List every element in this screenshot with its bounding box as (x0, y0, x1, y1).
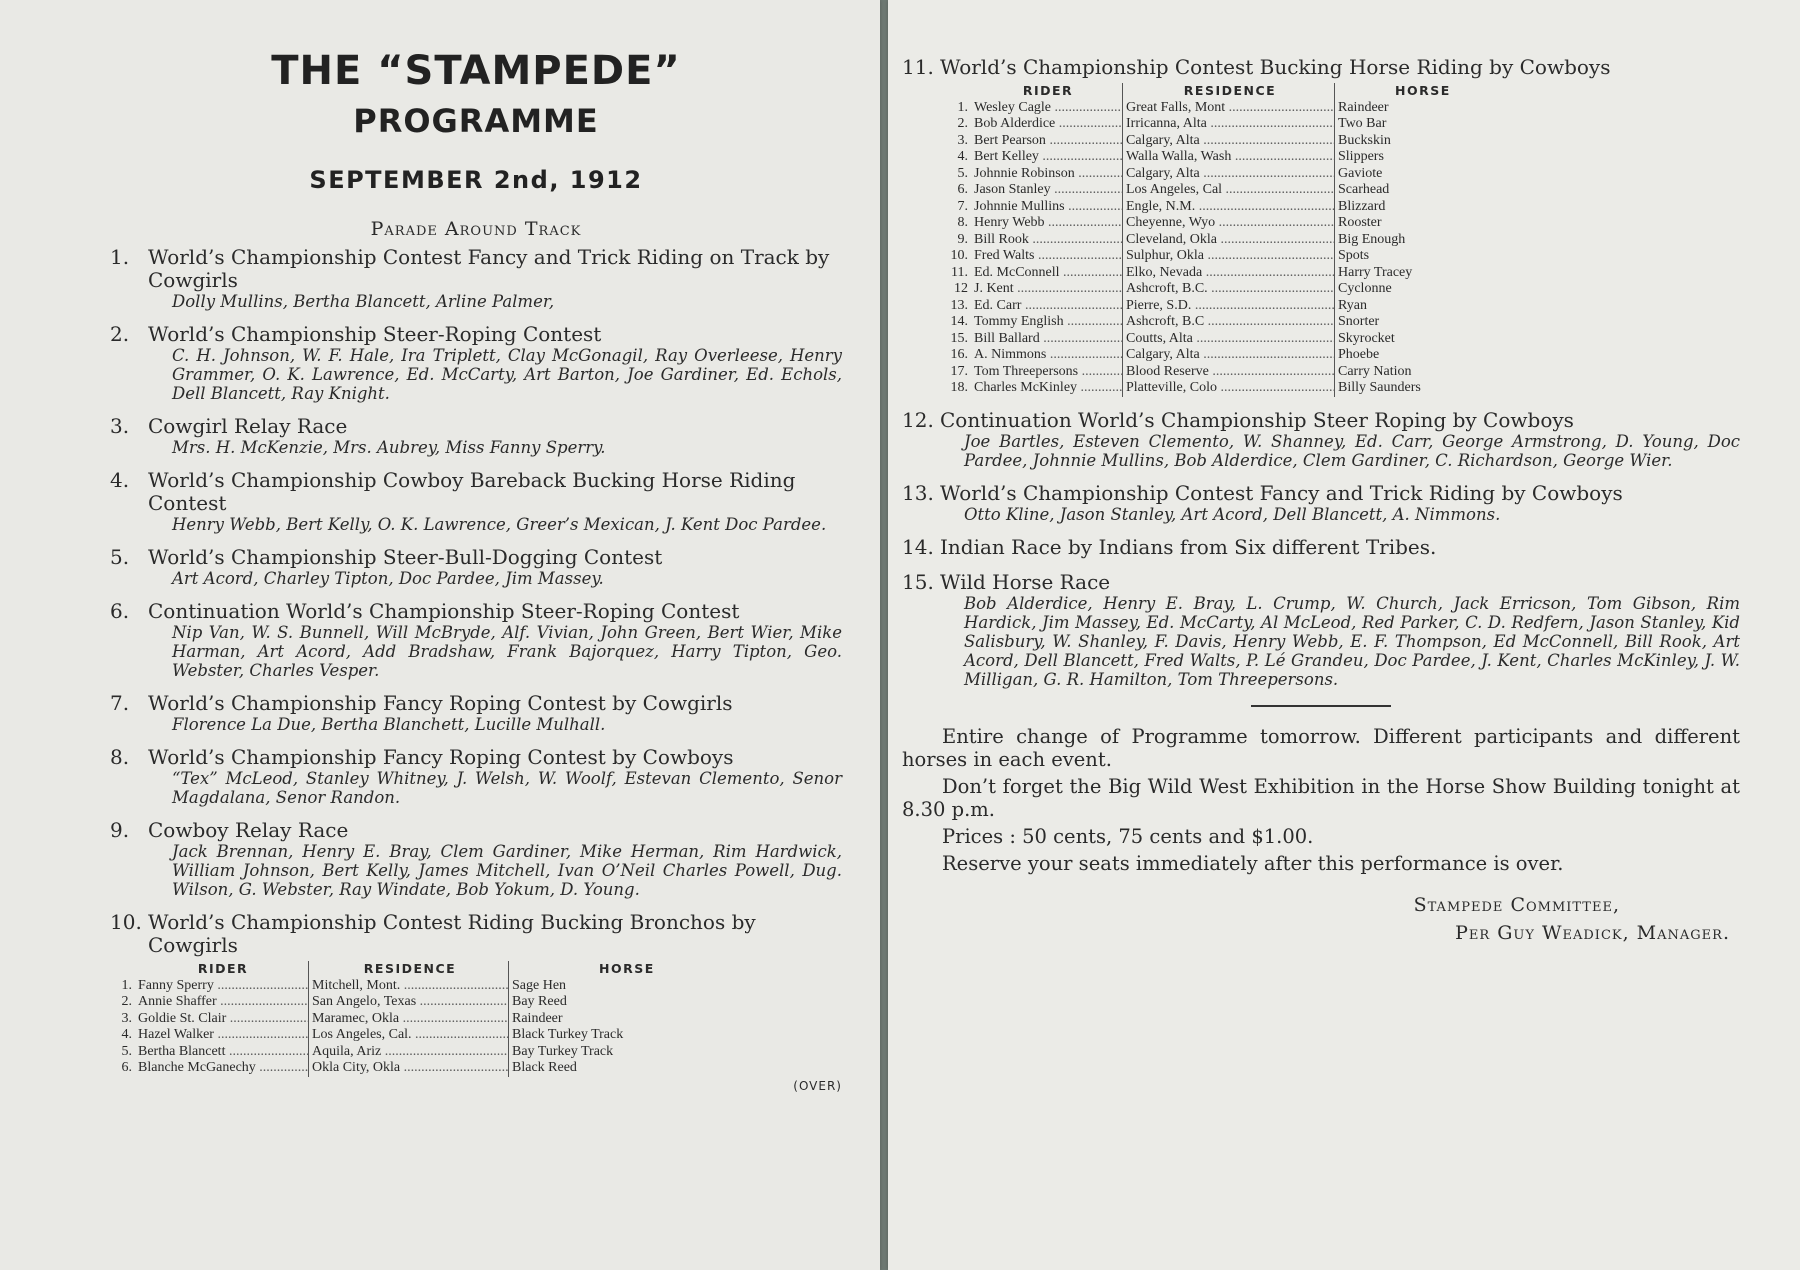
programme-page-left (0, 0, 880, 1270)
entrant-number: 8. (957, 215, 968, 230)
entrant-rider: Bertha Blancett ..... (138, 1044, 309, 1059)
entrant-rider: Bob Alderdice ..... (974, 116, 1123, 131)
entrant-number: 3. (121, 1010, 132, 1026)
signature-committee: Stampede Committee, (1413, 893, 1620, 916)
entrant-horse: Rooster (1338, 215, 1382, 230)
entrant-residence: Coutts, Alta ..... (1126, 331, 1335, 346)
entrant-residence: Calgary, Alta ..... (1126, 347, 1335, 362)
entrant-rider: Jason Stanley ..... (974, 182, 1123, 197)
entrant-residence: Los Angeles, Cal ..... (1126, 182, 1335, 197)
entrant-residence: Elko, Nevada ..... (1126, 265, 1335, 280)
entrant-number: 6. (957, 182, 968, 197)
event-participants: Dolly Mullins, Bertha Blancett, Arline Palmer, (172, 292, 555, 311)
entrant-rider: Bill Ballard ..... (974, 331, 1123, 346)
event-title: World’s Championship Contest Bucking Horse Riding by Cowboys (940, 55, 1611, 79)
event-item (110, 415, 842, 457)
entrant-horse: Harry Tracey (1338, 264, 1413, 280)
entrant-number: 12 (954, 281, 968, 296)
entrant-number: 9. (957, 231, 968, 247)
over-note: (OVER) (793, 1078, 842, 1093)
entrant-residence: Blood Reserve ..... (1126, 364, 1335, 379)
entrant-horse: Black Reed (512, 1060, 577, 1075)
entrant-rider: Johnnie Robinson ..... (974, 166, 1123, 181)
entrant-horse: Skyrocket (1338, 330, 1395, 346)
entrant-number: 10. (950, 248, 968, 263)
programme-note: Entire change of Programme tomorrow. Different participants and different horses in each event. (902, 724, 1740, 771)
entrant-residence: Cheyenne, Wyo ..... (1126, 215, 1335, 230)
entrant-number: 4. (957, 149, 968, 164)
event-number: 5. (110, 545, 130, 569)
entrant-row (946, 380, 1740, 397)
entrant-number: 17. (950, 363, 968, 379)
entrant-horse: Carry Nation (1338, 363, 1412, 379)
entrant-horse: Buckskin (1338, 132, 1391, 148)
entrant-residence: Engle, N.M. ..... (1126, 199, 1335, 214)
rider-header: RIDER (138, 961, 309, 978)
programme-note: Don’t forget the Big Wild West Exhibition in the Horse Show Building tonight at 8.30 p.m. (902, 774, 1740, 821)
event-participants: Bob Alderdice, Henry E. Bray, L. Crump, W. Church, Jack Erricson, Tom Gibson, Rim Hardick, Jim Massey, Ed. McCarty, Al McLeod, Red Parker, C. D. Redfern, Jason Stanley, Kid Salisbury, W. Shanley, F. Davis, Henry Webb, E. F. Thompson, Ed McConnell, Bill Rook, Art Acord, Dell Blancett, Fred Walts, P. Lé Grandeu, Doc Pardee, J. Kent, Charles McKinley, J. W. Milligan, G. R. Hamilton, Tom Threepersons. (964, 593, 1740, 689)
event-item (902, 571, 1740, 689)
horse-header: HORSE (1395, 83, 1451, 98)
entrant-horse: Scarhead (1338, 182, 1390, 197)
entrant-number: 7. (957, 198, 968, 214)
entrant-row (110, 1027, 842, 1044)
entrant-rider: Goldie St. Clair ..... (138, 1011, 309, 1026)
entrants-header (110, 961, 842, 978)
event-participants: Joe Bartles, Esteven Clemento, W. Shanney, Ed. Carr, George Armstrong, D. Young, Doc Pardee, Johnnie Mullins, Bob Alderdice, Clem Gardiner, C. Richardson, George Wier. (964, 431, 1740, 470)
entrant-horse: Snorter (1338, 314, 1380, 329)
entrant-horse: Bay Reed (512, 994, 567, 1009)
event-number: 11. (902, 55, 934, 79)
event-participants: Henry Webb, Bert Kelly, O. K. Lawrence, Greer’s Mexican, J. Kent Doc Pardee. (172, 515, 827, 534)
event-title: Cowboy Relay Race (148, 818, 349, 842)
event-item (110, 819, 842, 899)
entrant-rider: Bert Pearson ..... (974, 133, 1123, 148)
entrant-number: 18. (950, 380, 968, 395)
entrant-number: 16. (950, 347, 968, 362)
entrant-rider: Tommy English ..... (974, 314, 1123, 329)
entrant-rider: Fanny Sperry ..... (138, 978, 309, 993)
event-number: 9. (110, 818, 130, 842)
left-event-list (110, 246, 842, 899)
event-item (902, 536, 1740, 559)
event-number: 1. (110, 245, 130, 269)
entrant-horse: Cyclonne (1338, 281, 1392, 296)
entrant-rider: Johnnie Mullins ..... (974, 199, 1123, 214)
entrant-row (946, 116, 1740, 133)
entrant-residence: Cleveland, Okla ..... (1126, 232, 1335, 247)
event-number: 12. (902, 407, 934, 432)
entrant-residence: San Angelo, Texas ..... (312, 994, 509, 1009)
event-participants: Florence La Due, Bertha Blanchett, Lucille Mulhall. (172, 715, 606, 734)
entrant-row (946, 364, 1740, 381)
entrant-horse: Phoebe (1338, 347, 1380, 362)
entrant-rider: J. Kent ..... (974, 281, 1123, 296)
event-title: World’s Championship Fancy Roping Contest by Cowboys (148, 745, 734, 769)
signature-manager: Per Guy Weadick, Manager. (1455, 921, 1730, 944)
event-participants: Jack Brennan, Henry E. Bray, Clem Gardiner, Mike Herman, Rim Hardwick, William Johnson, Bert Kelly, James Mitchell, Ivan O’Neil Charles Powell, Dug. Wilson, G. Webster, Ray Windate, Bob Yokum, D. Young. (172, 842, 842, 899)
entrant-row (946, 215, 1740, 232)
event-title: World’s Championship Contest Fancy and Trick Riding on Track by Cowgirls (148, 245, 830, 292)
entrant-horse: Slippers (1338, 149, 1384, 164)
entrant-row (946, 199, 1740, 216)
event-title: Continuation World’s Championship Steer-Roping Contest (148, 599, 740, 623)
event-number: 10. (110, 910, 142, 934)
entrant-rider: A. Nimmons ..... (974, 347, 1123, 362)
entrant-rider: Charles McKinley ..... (974, 380, 1123, 395)
entrant-horse: Billy Saunders (1338, 380, 1421, 395)
entrant-row (946, 149, 1740, 166)
event-number: 8. (110, 745, 130, 769)
entrants-table (110, 961, 842, 1077)
reserve-note: Reserve your seats immediately after this performance is over. (942, 851, 1564, 875)
entrant-rider: Ed. Carr ..... (974, 298, 1123, 313)
entrant-rider: Fred Walts ..... (974, 248, 1123, 263)
entrant-rider: Bert Kelley ..... (974, 149, 1123, 164)
page-gap (880, 0, 888, 1270)
event-number: 2. (110, 322, 130, 346)
entrant-rider: Annie Shaffer ..... (138, 994, 309, 1009)
entrant-residence: Mitchell, Mont. ..... (312, 978, 509, 993)
event-number: 7. (110, 691, 130, 715)
entrant-residence: Sulphur, Okla ..... (1126, 248, 1335, 263)
entrant-number: 5. (121, 1043, 132, 1059)
event-item-11 (902, 56, 1740, 397)
entrant-row (946, 281, 1740, 298)
parade-heading: Parade Around Track (370, 218, 582, 240)
entrant-row (110, 1011, 842, 1028)
entrant-number: 5. (957, 165, 968, 181)
entrant-rider: Blanche McGanechy ..... (138, 1060, 309, 1075)
event-title: Cowgirl Relay Race (148, 414, 348, 438)
event-title: World’s Championship Contest Riding Bucking Bronchos by Cowgirls (148, 910, 756, 957)
entrant-rider: Hazel Walker ..... (138, 1027, 309, 1042)
entrant-horse: Gaviote (1338, 165, 1383, 181)
entrant-horse: Big Enough (1338, 231, 1406, 247)
entrant-row (110, 1060, 842, 1077)
event-title: World’s Championship Fancy Roping Contest by Cowgirls (148, 691, 733, 715)
entrant-row (946, 265, 1740, 282)
entrant-horse: Black Turkey Track (512, 1027, 624, 1042)
entrant-residence: Great Falls, Mont ..... (1126, 100, 1335, 115)
entrant-horse: Two Bar (1338, 116, 1387, 131)
entrant-row (946, 298, 1740, 315)
entrant-residence: Aquila, Ariz ..... (312, 1044, 509, 1059)
event-item (902, 409, 1740, 470)
entrant-row (946, 347, 1740, 364)
residence-header: RESIDENCE (1123, 83, 1335, 100)
entrant-number: 1. (121, 977, 132, 993)
entrant-horse: Raindeer (512, 1010, 563, 1026)
event-number: 6. (110, 599, 130, 623)
entrant-number: 6. (121, 1060, 132, 1075)
entrant-rider: Wesley Cagle ..... (974, 100, 1123, 115)
entrant-row (946, 100, 1740, 117)
event-number: 3. (110, 414, 130, 438)
event-item (110, 246, 842, 311)
event-number: 4. (110, 468, 130, 492)
event-title: World’s Championship Contest Fancy and Trick Riding by Cowboys (940, 480, 1623, 505)
entrant-number: 11. (951, 264, 968, 280)
entrant-rider: Bill Rook ..... (974, 232, 1123, 247)
entrant-residence: Pierre, S.D. ..... (1126, 298, 1335, 313)
entrant-residence: Irricanna, Alta ..... (1126, 116, 1335, 131)
entrant-residence: Calgary, Alta ..... (1126, 166, 1335, 181)
event-title: Indian Race by Indians from Six different Tribes. (940, 534, 1437, 559)
programme-subtitle: PROGRAMME (353, 102, 599, 140)
entrant-row (110, 994, 842, 1011)
entrants-header (946, 83, 1740, 100)
entrant-row (946, 166, 1740, 183)
entrant-rider: Henry Webb ..... (974, 215, 1123, 230)
entrant-number: 1. (957, 99, 968, 115)
event-number: 13. (902, 480, 934, 505)
entrant-number: 2. (957, 116, 968, 131)
event-item (110, 469, 842, 534)
entrant-number: 14. (950, 314, 968, 329)
entrant-row (946, 232, 1740, 249)
entrant-residence: Los Angeles, Cal. ..... (312, 1027, 509, 1042)
entrant-row (110, 978, 842, 995)
prices-note: Prices : 50 cents, 75 cents and $1.00. (942, 824, 1314, 848)
event-title: World’s Championship Steer-Roping Contest (148, 322, 602, 346)
event-number: 14. (902, 534, 934, 559)
entrant-horse: Blizzard (1338, 198, 1386, 214)
signature (902, 891, 1740, 947)
rider-header: RIDER (974, 83, 1123, 100)
event-title: Wild Horse Race (940, 569, 1111, 594)
entrant-horse: Sage Hen (512, 977, 567, 993)
entrant-row (946, 331, 1740, 348)
divider-rule (1251, 705, 1391, 707)
entrant-number: 13. (950, 297, 968, 313)
programme-date: SEPTEMBER 2nd, 1912 (309, 166, 643, 194)
horse-header: HORSE (599, 961, 655, 976)
entrant-row (946, 182, 1740, 199)
event-participants: Otto Kline, Jason Stanley, Art Acord, Dell Blancett, A. Nimmons. (964, 504, 1501, 524)
event-item (902, 482, 1740, 524)
entrant-residence: Ashcroft, B.C. ..... (1126, 281, 1335, 296)
event-participants: Art Acord, Charley Tipton, Doc Pardee, Jim Massey. (172, 569, 604, 588)
event-item (110, 323, 842, 403)
right-event-list (902, 409, 1740, 689)
entrant-horse: Ryan (1338, 297, 1367, 313)
event-participants: Mrs. H. McKenzie, Mrs. Aubrey, Miss Fanny Sperry. (172, 438, 606, 457)
entrant-row (946, 133, 1740, 150)
event-item (110, 746, 842, 807)
event-participants: “Tex” McLeod, Stanley Whitney, J. Welsh, W. Woolf, Estevan Clemento, Senor Magdalana, Senor Randon. (172, 769, 842, 807)
entrants-table (902, 83, 1740, 397)
entrant-row (110, 1044, 842, 1061)
entrant-number: 2. (121, 994, 132, 1009)
event-item (110, 692, 842, 734)
entrant-residence: Calgary, Alta ..... (1126, 133, 1335, 148)
entrant-horse: Spots (1338, 248, 1370, 263)
entrant-residence: Maramec, Okla ..... (312, 1011, 509, 1026)
event-participants: Nip Van, W. S. Bunnell, Will McBryde, Alf. Vivian, John Green, Bert Wier, Mike Harman, Art Acord, Add Bradshaw, Frank Bajorquez, Harry Tipton, Geo. Webster, Charles Vesper. (172, 623, 842, 680)
event-title: World’s Championship Cowboy Bareback Bucking Horse Riding Contest (148, 468, 796, 515)
entrant-residence: Platteville, Colo ..... (1126, 380, 1335, 395)
entrant-horse: Bay Turkey Track (512, 1043, 614, 1059)
residence-header: RESIDENCE (309, 961, 509, 978)
event-item (110, 546, 842, 588)
entrant-rider: Tom Threepersons ..... (974, 364, 1123, 379)
entrant-residence: Ashcroft, B.C ..... (1126, 314, 1335, 329)
entrant-residence: Okla City, Okla ..... (312, 1060, 509, 1075)
entrant-row (946, 314, 1740, 331)
entrant-rider: Ed. McConnell ..... (974, 265, 1123, 280)
event-title: Continuation World’s Championship Steer Roping by Cowboys (940, 407, 1574, 432)
entrant-number: 3. (957, 132, 968, 148)
entrant-number: 15. (950, 330, 968, 346)
entrant-row (946, 248, 1740, 265)
event-number: 15. (902, 569, 934, 594)
event-item-10 (110, 911, 842, 1093)
entrant-horse: Raindeer (1338, 99, 1389, 115)
programme-title: THE “STAMPEDE” (271, 48, 681, 94)
entrant-number: 4. (121, 1027, 132, 1042)
programme-page-right (888, 0, 1800, 1270)
event-participants: C. H. Johnson, W. F. Hale, Ira Triplett, Clay McGonagil, Ray Overleese, Henry Grammer, O. K. Lawrence, Ed. McCarty, Art Barton, Joe Gardiner, Ed. Echols, Dell Blancett, Ray Knight. (172, 346, 842, 403)
event-item (110, 600, 842, 680)
entrant-residence: Walla Walla, Wash ..... (1126, 149, 1335, 164)
event-title: World’s Championship Steer-Bull-Dogging Contest (148, 545, 663, 569)
